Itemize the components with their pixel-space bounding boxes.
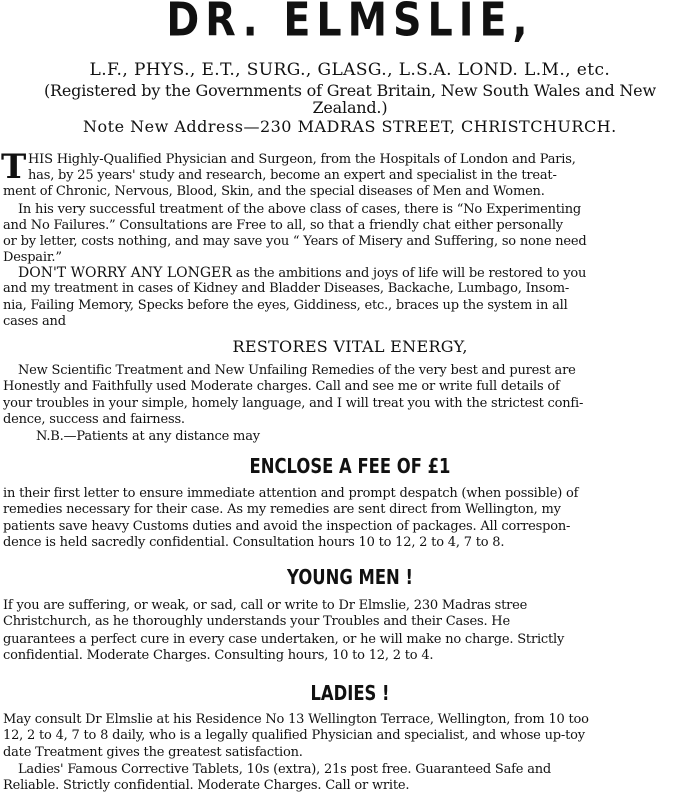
advert-title: DR. ELMSLIE, xyxy=(166,0,534,48)
young-men-line-2: Christchurch, as he thoroughly understands your Troubles and their Cases. He xyxy=(3,614,510,629)
intro-line-5: and No Failures.” Consultations are Free to all, so that a friendly chat either personally xyxy=(3,218,563,233)
intro-line-2: has, by 25 years' study and research, become an expert and specialist in the treat- xyxy=(28,168,557,183)
fee-line-3: patients save heavy Customs duties and avoid the inspection of packages. All correspon- xyxy=(3,519,571,534)
enclose-fee-heading: ENCLOSE A FEE OF £1 xyxy=(249,454,451,478)
worry-line-3: nia, Failing Memory, Specks before the eyes, Giddiness, etc., braces up the system in all xyxy=(3,298,568,313)
intro-line-1: HIS Highly-Qualified Physician and Surgeon, from the Hospitals of London and Paris, xyxy=(28,152,576,167)
intro-line-6: or by letter, costs nothing, and may save you “ Years of Misery and Suffering, so none need xyxy=(3,234,587,249)
vital-line-1: New Scientific Treatment and New Unfailing Remedies of the very best and purest are xyxy=(18,363,576,378)
worry-line-1 xyxy=(18,265,586,282)
vital-line-5: N.B.—Patients at any distance may xyxy=(36,429,260,444)
drop-cap-letter: T xyxy=(1,147,27,187)
registration-line-1: (Registered by the Governments of Great Britain, New South Wales and New xyxy=(44,81,656,100)
fee-line-4: dence is held sacredly confidential. Consultation hours 10 to 12, 2 to 4, 7 to 8. xyxy=(3,535,505,550)
worry-line-2: and my treatment in cases of Kidney and Bladder Diseases, Backache, Lumbago, Insom- xyxy=(3,281,570,296)
vital-line-2: Honestly and Faithfully used Moderate charges. Call and see me or write full details of xyxy=(3,379,560,394)
fee-line-2: remedies necessary for their case. As my remedies are sent direct from Wellington, my xyxy=(3,502,561,517)
intro-line-3: ment of Chronic, Nervous, Blood, Skin, and the special diseases of Men and Women. xyxy=(3,184,545,199)
young-men-line-4: confidential. Moderate Charges. Consulting hours, 10 to 12, 2 to 4. xyxy=(3,648,434,663)
registration-line-2: Zealand.) xyxy=(312,98,388,117)
young-men-line-3: guarantees a perfect cure in every case undertaken, or he will make no charge. Strictly xyxy=(3,632,565,647)
vital-line-3: your troubles in your simple, homely language, and I will treat you with the strictest confi- xyxy=(3,396,584,411)
ladies-line-4: Ladies' Famous Corrective Tablets, 10s (extra), 21s post free. Guaranteed Safe and xyxy=(18,762,552,777)
ladies-line-1: May consult Dr Elmslie at his Residence No 13 Wellington Terrace, Wellington, from 10 too xyxy=(3,712,589,727)
worry-line-4: cases and xyxy=(3,314,66,329)
intro-line-7: Despair.” xyxy=(3,250,62,265)
intro-line-4: In his very successful treatment of the above class of cases, there is “No Experimenting xyxy=(18,202,582,217)
dont-worry-lead: DON'T WORRY ANY LONGER xyxy=(18,265,232,281)
credentials-line: L.F., PHYS., E.T., SURG., GLASG., L.S.A. LOND. L.M., etc. xyxy=(89,60,611,80)
ladies-line-5: Reliable. Strictly confidential. Moderate Charges. Call or write. xyxy=(3,778,410,793)
worry-line-1-rest: as the ambitions and joys of life will be restored to you xyxy=(231,266,587,281)
ladies-line-3: date Treatment gives the greatest satisfaction. xyxy=(3,745,303,760)
vital-line-4: dence, success and fairness. xyxy=(3,412,185,427)
fee-line-1: in their first letter to ensure immediate attention and prompt despatch (when possible) of xyxy=(3,486,579,501)
young-men-heading: YOUNG MEN ! xyxy=(287,565,413,589)
ladies-heading: LADIES ! xyxy=(310,681,390,705)
ladies-line-2: 12, 2 to 4, 7 to 8 daily, who is a legally qualified Physician and specialist, and whose up-toy xyxy=(3,728,585,743)
young-men-line-1: If you are suffering, or weak, or sad, call or write to Dr Elmslie, 230 Madras stree xyxy=(3,598,528,613)
vital-energy-heading: RESTORES VITAL ENERGY, xyxy=(232,337,468,356)
address-line: Note New Address—230 MADRAS STREET, CHRISTCHURCH. xyxy=(83,117,617,136)
